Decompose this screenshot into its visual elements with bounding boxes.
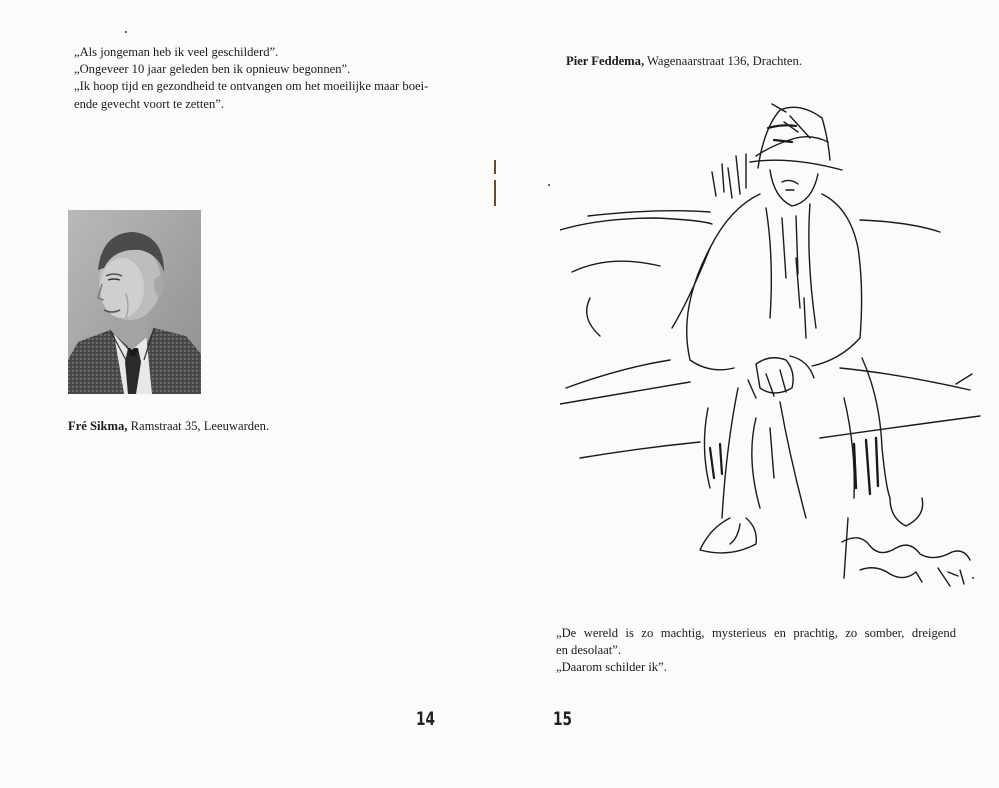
artist-name: Fré Sikma, bbox=[68, 419, 128, 433]
artist-address: Wagenaarstraat 136, Drachten. bbox=[644, 54, 802, 68]
ink-speck bbox=[972, 577, 974, 579]
quote-line: „Als jongeman heb ik veel geschilderd”. bbox=[74, 45, 279, 59]
artist-caption bbox=[566, 53, 802, 69]
page-number: 14 bbox=[416, 708, 436, 730]
quote-line: en desolaat”. bbox=[556, 643, 622, 658]
page-number: 15 bbox=[553, 708, 573, 730]
quote-line: „Daarom schilder ik”. bbox=[556, 660, 667, 675]
ink-sketch-seated-figure bbox=[560, 98, 985, 598]
quote-line: „De wereld is zo machtig, mysterieus en prachtig, zo somber, dreigend bbox=[556, 626, 956, 640]
artist-caption bbox=[68, 418, 269, 434]
right-quote bbox=[556, 625, 956, 677]
left-quote bbox=[74, 44, 454, 113]
artist-address: Ramstraat 35, Leeuwarden. bbox=[127, 419, 270, 433]
ink-speck bbox=[125, 31, 127, 33]
ink-speck bbox=[548, 184, 550, 186]
left-page bbox=[0, 0, 498, 788]
quote-line: ende gevecht voort te zetten”. bbox=[74, 96, 224, 111]
quote-line: „Ik hoop tijd en gezondheid te ontvangen om het moeilijke maar boei- bbox=[74, 79, 429, 94]
portrait-photo bbox=[68, 210, 201, 394]
quote-line: „Ongeveer 10 jaar geleden ben ik opnieuw begonnen”. bbox=[74, 62, 351, 77]
staple-mark bbox=[493, 160, 497, 206]
artist-name: Pier Feddema, bbox=[566, 54, 645, 68]
